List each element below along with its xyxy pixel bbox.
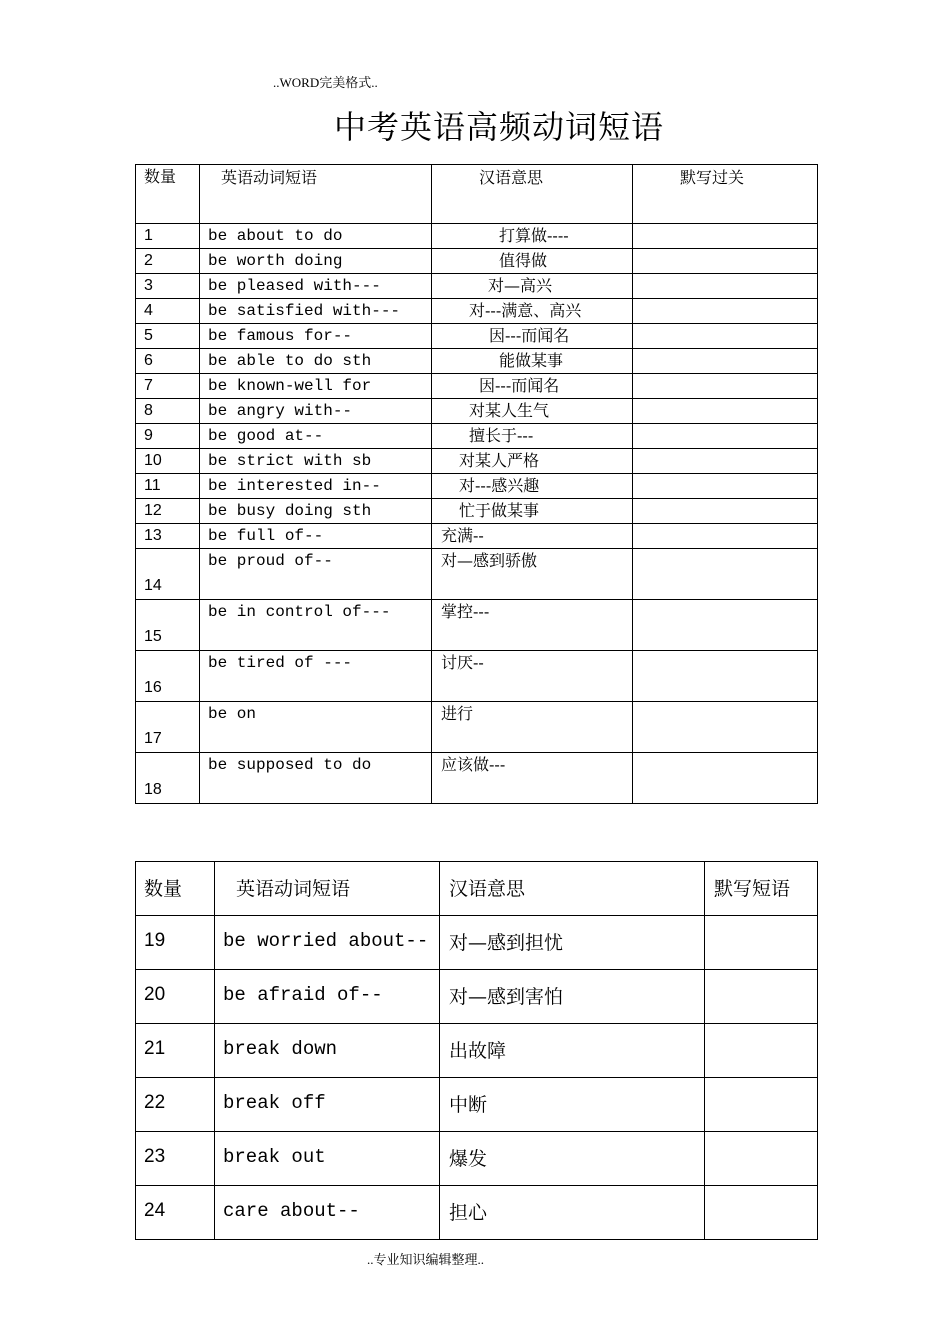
header-chinese: 汉语意思 (440, 862, 705, 916)
table-row (136, 424, 818, 449)
row-english: be busy doing sth (200, 499, 432, 524)
row-english: break down (215, 1024, 440, 1078)
table-row (136, 916, 818, 970)
row-number: 23 (136, 1132, 215, 1186)
phrase-table-1 (135, 164, 818, 804)
row-dictation[interactable] (633, 299, 818, 324)
row-english: be supposed to do (200, 753, 432, 804)
row-dictation[interactable] (633, 524, 818, 549)
row-chinese: 对某人生气 (432, 399, 633, 424)
row-chinese: 对—感到害怕 (440, 970, 705, 1024)
row-chinese: 应该做--- (432, 753, 633, 804)
row-dictation[interactable] (705, 970, 818, 1024)
row-english: be angry with-- (200, 399, 432, 424)
row-english: be famous for-- (200, 324, 432, 349)
table-row (136, 399, 818, 424)
row-number: 5 (136, 324, 200, 349)
table-row (136, 324, 818, 349)
page-header: ..WORD完美格式.. (273, 75, 378, 90)
header-english: 英语动词短语 (215, 862, 440, 916)
table-row (136, 474, 818, 499)
table-row (136, 349, 818, 374)
row-chinese: 爆发 (440, 1132, 705, 1186)
row-chinese: 对---满意、高兴 (432, 299, 633, 324)
header-english: 英语动词短语 (200, 165, 432, 224)
row-chinese: 充满-- (432, 524, 633, 549)
row-number: 3 (136, 274, 200, 299)
row-english: be about to do (200, 224, 432, 249)
row-dictation[interactable] (633, 449, 818, 474)
table-row (136, 374, 818, 399)
table-row (136, 1132, 818, 1186)
row-english: break out (215, 1132, 440, 1186)
row-english: be pleased with--- (200, 274, 432, 299)
table-row (136, 499, 818, 524)
row-english: be tired of --- (200, 651, 432, 702)
row-chinese: 能做某事 (432, 349, 633, 374)
table-row (136, 600, 818, 651)
row-dictation[interactable] (633, 224, 818, 249)
table-row (136, 524, 818, 549)
row-dictation[interactable] (633, 274, 818, 299)
row-number: 19 (136, 916, 215, 970)
row-dictation[interactable] (705, 1186, 818, 1240)
row-number: 24 (136, 1186, 215, 1240)
row-number: 6 (136, 349, 200, 374)
table-row (136, 449, 818, 474)
row-number: 16 (136, 651, 200, 702)
row-chinese: 因---而闻名 (432, 374, 633, 399)
row-number: 2 (136, 249, 200, 274)
row-chinese: 对---感兴趣 (432, 474, 633, 499)
row-number: 9 (136, 424, 200, 449)
row-number: 13 (136, 524, 200, 549)
header-chinese: 汉语意思 (432, 165, 633, 224)
header-number: 数量 (136, 165, 200, 224)
row-dictation[interactable] (633, 324, 818, 349)
table-row (136, 753, 818, 804)
row-dictation[interactable] (705, 1024, 818, 1078)
row-dictation[interactable] (633, 651, 818, 702)
row-chinese: 对—感到骄傲 (432, 549, 633, 600)
row-dictation[interactable] (633, 349, 818, 374)
header-dictation: 默写短语 (705, 862, 818, 916)
row-chinese: 出故障 (440, 1024, 705, 1078)
row-english: be interested in-- (200, 474, 432, 499)
table-header-row (136, 862, 818, 916)
table-row (136, 249, 818, 274)
row-number: 11 (136, 474, 200, 499)
phrase-table-2 (135, 861, 818, 1240)
row-number: 20 (136, 970, 215, 1024)
row-english: be worried about-- (215, 916, 440, 970)
row-number: 14 (136, 549, 200, 600)
table-header-row (136, 165, 818, 224)
row-chinese: 担心 (440, 1186, 705, 1240)
row-dictation[interactable] (705, 916, 818, 970)
table-row (136, 651, 818, 702)
row-english: be afraid of-- (215, 970, 440, 1024)
row-dictation[interactable] (633, 499, 818, 524)
row-dictation[interactable] (705, 1078, 818, 1132)
row-english: be proud of-- (200, 549, 432, 600)
row-chinese: 讨厌-- (432, 651, 633, 702)
row-chinese: 忙于做某事 (432, 499, 633, 524)
row-dictation[interactable] (633, 249, 818, 274)
row-number: 8 (136, 399, 200, 424)
row-chinese: 因---而闻名 (432, 324, 633, 349)
row-dictation[interactable] (633, 424, 818, 449)
table-row (136, 299, 818, 324)
table-row (136, 1078, 818, 1132)
row-chinese: 打算做---- (432, 224, 633, 249)
row-number: 18 (136, 753, 200, 804)
row-dictation[interactable] (633, 753, 818, 804)
row-english: be on (200, 702, 432, 753)
row-english: be full of-- (200, 524, 432, 549)
document-title: 中考英语高频动词短语 (333, 108, 664, 146)
table-row (136, 702, 818, 753)
row-chinese: 对—感到担忧 (440, 916, 705, 970)
row-english: break off (215, 1078, 440, 1132)
row-dictation[interactable] (633, 374, 818, 399)
row-english: care about-- (215, 1186, 440, 1240)
row-dictation[interactable] (633, 399, 818, 424)
row-chinese: 掌控--- (432, 600, 633, 651)
row-english: be in control of--- (200, 600, 432, 651)
table-row (136, 549, 818, 600)
table-row (136, 1024, 818, 1078)
row-chinese: 对某人严格 (432, 449, 633, 474)
header-number: 数量 (136, 862, 215, 916)
row-chinese: 擅长于--- (432, 424, 633, 449)
row-dictation[interactable] (633, 549, 818, 600)
row-dictation[interactable] (633, 474, 818, 499)
row-number: 22 (136, 1078, 215, 1132)
table-row (136, 224, 818, 249)
table-row (136, 274, 818, 299)
row-english: be strict with sb (200, 449, 432, 474)
row-number: 17 (136, 702, 200, 753)
page-footer: ..专业知识编辑整理.. (367, 1252, 485, 1267)
row-number: 15 (136, 600, 200, 651)
row-english: be known-well for (200, 374, 432, 399)
header-dictation: 默写过关 (633, 165, 818, 224)
row-dictation[interactable] (705, 1132, 818, 1186)
row-dictation[interactable] (633, 702, 818, 753)
row-english: be satisfied with--- (200, 299, 432, 324)
row-chinese: 值得做 (432, 249, 633, 274)
row-english: be able to do sth (200, 349, 432, 374)
row-chinese: 中断 (440, 1078, 705, 1132)
row-number: 12 (136, 499, 200, 524)
row-english: be worth doing (200, 249, 432, 274)
row-number: 21 (136, 1024, 215, 1078)
row-chinese: 对—高兴 (432, 274, 633, 299)
row-chinese: 进行 (432, 702, 633, 753)
row-english: be good at-- (200, 424, 432, 449)
row-number: 1 (136, 224, 200, 249)
row-number: 4 (136, 299, 200, 324)
row-dictation[interactable] (633, 600, 818, 651)
table-row (136, 970, 818, 1024)
row-number: 10 (136, 449, 200, 474)
table-row (136, 1186, 818, 1240)
row-number: 7 (136, 374, 200, 399)
